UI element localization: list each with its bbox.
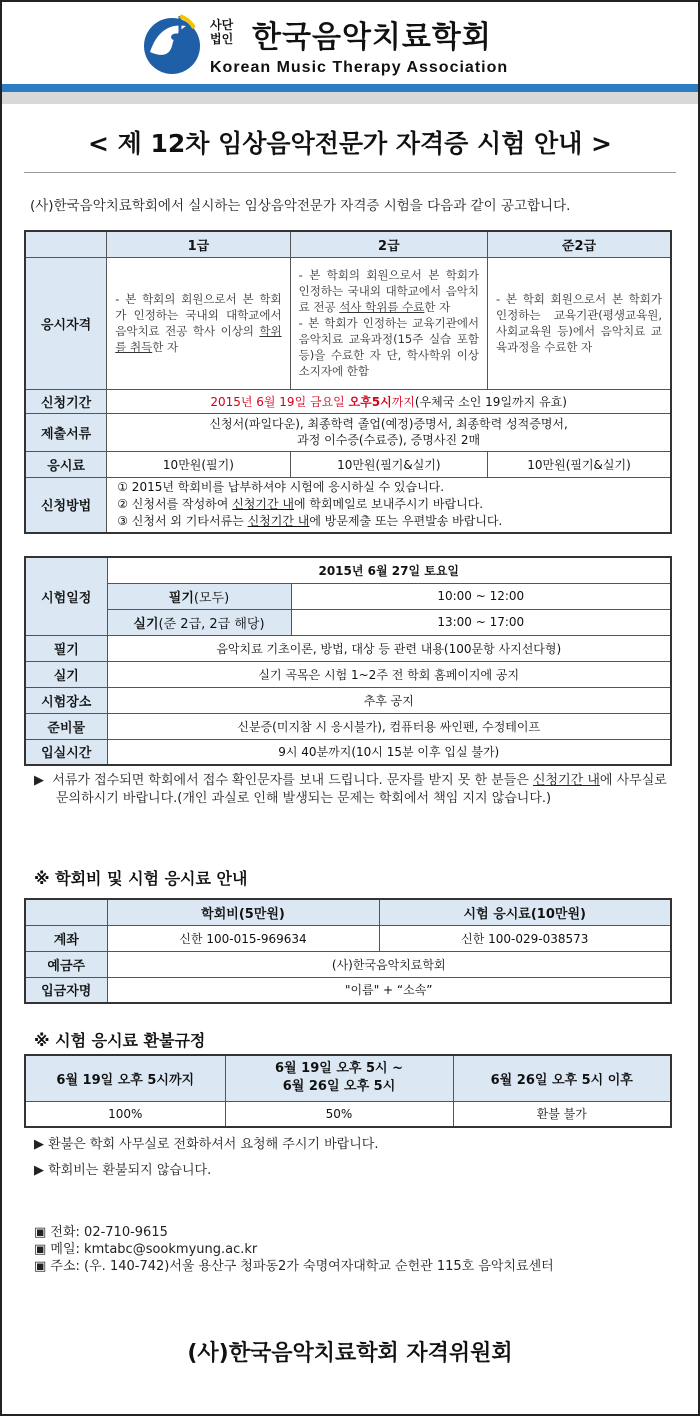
required-documents: 신청서(파일다운), 최종학력 졸업(예정)증명서, 최종학력 성적증명서, 과정 이수증(수료증), 증명사진 2매 [107,413,671,451]
contact-phone: ▣ 전화: 02-710-9615 [34,1225,168,1240]
refund-section-title: ※ 시험 응시료 환불규정 [34,1031,206,1050]
contact-email[interactable]: ▣ 메일: kmtabc@sookmyung.ac.kr [34,1242,258,1257]
fees-section-title: ※ 학회비 및 시험 응시료 안내 [34,869,248,888]
qualification-grade3: - 본 학회 회원으로서 본 학회가 인정하는 교육기관(평생교육원, 사회교육원 등)에서 음악치료 교육과정을 수료한 자 [488,257,671,389]
refund-period-header: 6월 19일 오후 5시 ~ 6월 26일 오후 5시 [225,1055,453,1101]
row-label: 시험일정 [25,557,107,635]
refund-rate: 50% [225,1101,453,1127]
corporation-label: 사단 법인 [210,18,234,46]
account-holder: (사)한국음악치료학회 [107,951,671,977]
org-name-korean: 한국음악치료학회 [252,20,492,55]
practical-exam-label: 실기(준 2급, 2급 해당) [107,609,291,635]
association-logo-icon [140,12,208,76]
depositor-name: "이름" + “소속” [107,977,671,1003]
qualification-grade2: - 본 학회의 회원으로서 본 학회가 인정하는 국내외 대학교에서 음악치료 전공 석사 학위를 수료한 자 - 본 학회가 인정하는 교육기관에서 음악치료 교육과정(15주 실습 포함 등)을 수료한 자 단, 학사학위 이상 소지자에 한함 [290,257,487,389]
header-blue-bar [2,84,698,92]
row-label: 계좌 [25,925,107,951]
header-gray-bar [2,92,698,104]
membership-fee-header: 학회비(5만원) [107,899,379,925]
org-name-english: Korean Music Therapy Association [210,59,509,76]
submission-notice: ▶ 서류가 접수되면 학회에서 접수 확인문자를 보내 드립니다. 문자를 받지 못 한 분들은 신청기간 내에 사무실로 문의하시기 바랍니다.(개인 과실로 인해 발생되는 문제는 학회에서 책임 지지 않습니다.) [34,773,667,806]
row-value: 신분증(미지참 시 응시불가), 컴퓨터용 싸인펜, 수정테이프 [107,713,671,739]
row-label: 응시자격 [25,257,107,389]
row-label: 입실시간 [25,739,107,765]
exam-date: 2015년 6월 27일 토요일 [107,557,671,583]
qualification-grade1: - 본 학회의 회원으로서 본 학회가 인정하는 국내외 대학교에서 음악치료 전공 학사 이상의 학위를 취득한 자 [107,257,290,389]
application-period: 2015년 6월 19일 금요일 오후5시까지(우체국 소인 19일까지 유효) [107,389,671,413]
row-label: 준비물 [25,713,107,739]
fee-grade3: 10만원(필기&실기) [488,451,671,477]
footer-signature: (사)한국음악치료학회 자격위원회 [187,1341,513,1366]
refund-note: ▶ 학회비는 환불되지 않습니다. [34,1163,212,1178]
exam-schedule-table [24,556,672,766]
exam-info-table [24,230,672,534]
refund-rate: 환불 불가 [453,1101,671,1127]
refund-period-header: 6월 26일 오후 5시 이후 [453,1055,671,1101]
row-label: 시험장소 [25,687,107,713]
corner-cell [25,899,107,925]
refund-note: ▶ 환불은 학회 사무실로 전화하셔서 요청해 주시기 바랍니다. [34,1137,379,1152]
header [2,2,698,84]
fees-table [24,898,672,1004]
refund-table [24,1054,672,1128]
row-label: 필기 [25,635,107,661]
fee-grade2: 10만원(필기&실기) [290,451,487,477]
grade-header: 1급 [107,231,290,257]
row-label: 입금자명 [25,977,107,1003]
corner-cell [25,231,107,257]
fee-grade1: 10만원(필기) [107,451,290,477]
refund-rate: 100% [25,1101,225,1127]
row-value: 음악치료 기초이론, 방법, 대상 등 관련 내용(100문항 사지선다형) [107,635,671,661]
grade-header: 준2급 [488,231,671,257]
title-divider [24,172,676,173]
application-method: ① 2015년 학회비를 납부하셔야 시험에 응시하실 수 있습니다. ② 신청서를 작성하여 신청기간 내에 학회메일로 보내주시기 바랍니다. ③ 신청서 외 기타서류는 신청기간 내에 방문제출 또는 우편발송 바랍니다. [107,477,671,533]
written-exam-label: 필기(모두) [107,583,291,609]
exam-fee-account: 신한 100-029-038573 [379,925,671,951]
grade-header: 2급 [290,231,487,257]
row-value: 실기 곡목은 시험 1~2주 전 학회 홈페이지에 공지 [107,661,671,687]
intro-text: (사)한국음악치료학회에서 실시하는 임상음악전문가 자격증 시험을 다음과 같이 공고합니다. [30,198,571,214]
contact-address: ▣ 주소: (우. 140-742)서울 용산구 청파동2가 숙명여자대학교 순헌관 115호 음악치료센터 [34,1259,554,1274]
row-label: 예금주 [25,951,107,977]
practical-exam-time: 13:00 ~ 17:00 [291,609,671,635]
membership-account: 신한 100-015-969634 [107,925,379,951]
contact-info [34,1224,554,1275]
row-label: 신청기간 [25,389,107,413]
written-exam-time: 10:00 ~ 12:00 [291,583,671,609]
refund-period-header: 6월 19일 오후 5시까지 [25,1055,225,1101]
row-value: 추후 공지 [107,687,671,713]
row-label: 응시료 [25,451,107,477]
exam-fee-header: 시험 응시료(10만원) [379,899,671,925]
page-title: < 제 12차 임상음악전문가 자격증 시험 안내 > [87,129,612,158]
row-label: 제출서류 [25,413,107,451]
row-label: 실기 [25,661,107,687]
row-value: 9시 40분까지(10시 15분 이후 입실 불가) [107,739,671,765]
row-label: 신청방법 [25,477,107,533]
